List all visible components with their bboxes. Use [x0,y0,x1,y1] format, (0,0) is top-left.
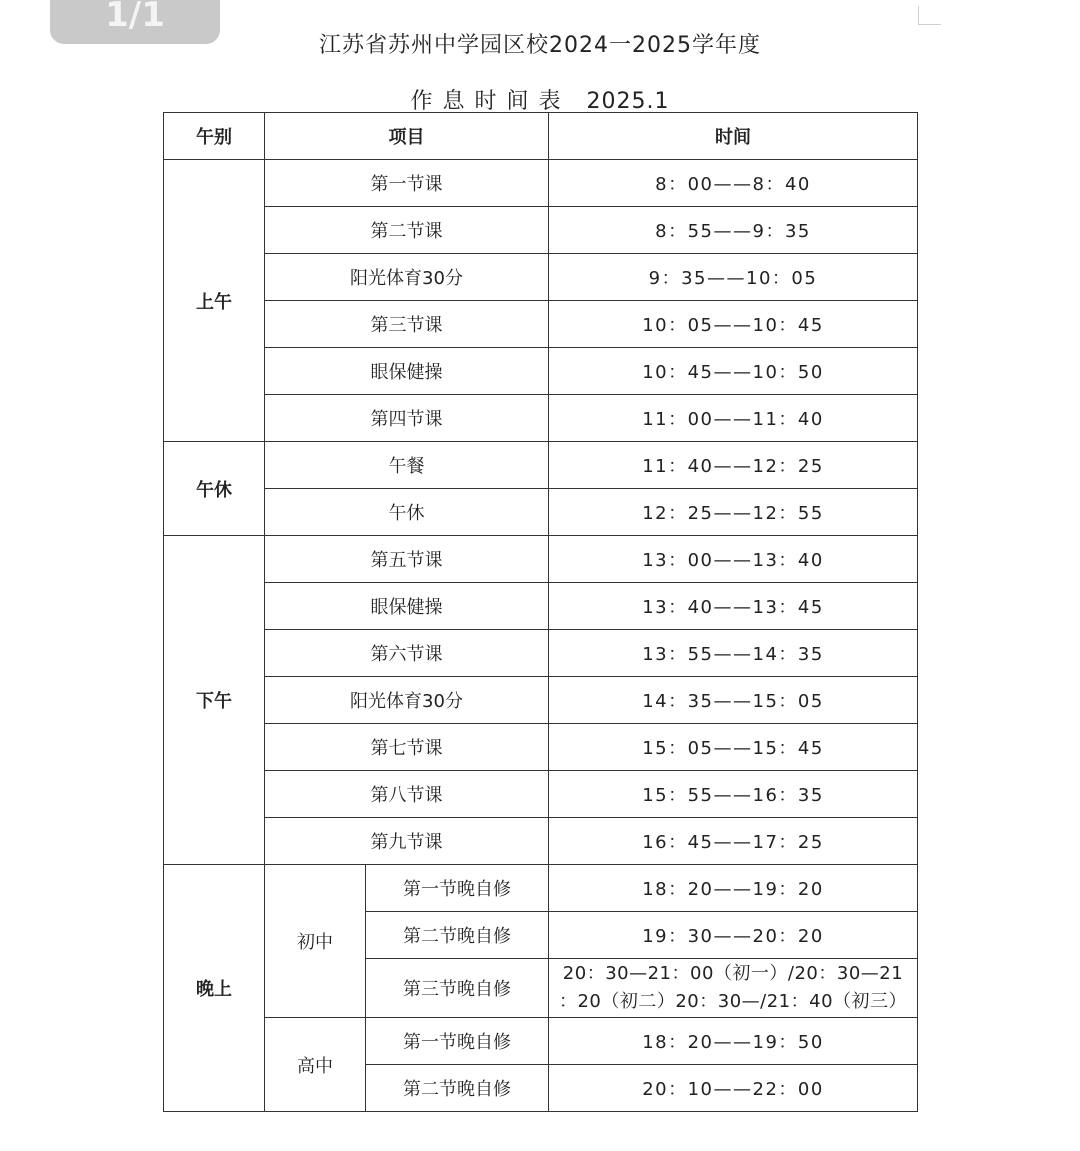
item-cell: 第二节晚自修 [366,1065,549,1112]
item-cell: 第一节晚自修 [366,1018,549,1065]
item-cell: 第七节课 [265,724,549,771]
table-row [164,395,918,442]
period-afternoon: 下午 [164,536,265,865]
table-header-row [164,113,918,160]
time-cell: 16：45——17：25 [549,818,918,865]
time-cell-multiline [549,959,918,1018]
header-time: 时间 [549,113,918,160]
time-cell: 13：40——13：45 [549,583,918,630]
table-row [164,865,918,912]
item-cell: 第八节课 [265,771,549,818]
item-cell: 第四节课 [265,395,549,442]
time-cell: 18：20——19：20 [549,865,918,912]
item-cell: 眼保健操 [265,583,549,630]
item-cell: 第一节晚自修 [366,865,549,912]
time-cell: 10：05——10：45 [549,301,918,348]
time-cell: 15：05——15：45 [549,724,918,771]
table-row [164,348,918,395]
item-cell: 第二节晚自修 [366,912,549,959]
group-senior: 高中 [265,1018,366,1112]
item-cell: 眼保健操 [265,348,549,395]
item-cell: 阳光体育30分 [265,677,549,724]
item-cell: 第九节课 [265,818,549,865]
schedule-heading: 作息时间表 [410,89,571,114]
time-cell: 13：00——13：40 [549,536,918,583]
table-row [164,583,918,630]
time-cell: 18：20——19：50 [549,1018,918,1065]
time-cell: 9：35——10：05 [549,254,918,301]
time-cell: 11：40——12：25 [549,442,918,489]
time-cell: 11：00——11：40 [549,395,918,442]
time-cell: 12：25——12：55 [549,489,918,536]
schedule-date: 2025.1 [586,89,670,114]
time-cell: 8：00——8：40 [549,160,918,207]
table-row [164,677,918,724]
item-cell: 第三节课 [265,301,549,348]
item-cell: 第二节课 [265,207,549,254]
item-cell: 第一节课 [265,160,549,207]
table-row [164,442,918,489]
table-row [164,160,918,207]
group-junior: 初中 [265,865,366,1018]
table-row [164,254,918,301]
time-cell: 8：55——9：35 [549,207,918,254]
table-row [164,1018,918,1065]
time-line: 20：30—21：00（初一）/20：30—21 [562,963,904,984]
table-row [164,771,918,818]
schedule-table [163,112,918,1112]
period-noon: 午休 [164,442,265,536]
time-cell: 13：55——14：35 [549,630,918,677]
table-row [164,207,918,254]
item-cell: 第五节课 [265,536,549,583]
time-line: ：20（初二）20：30—/21：40（初三） [558,991,908,1012]
item-cell: 第三节晚自修 [366,959,549,1018]
document-title: 江苏省苏州中学园区校2024一2025学年度 [319,33,761,58]
table-row [164,536,918,583]
table-row [164,630,918,677]
header-item: 项目 [265,113,549,160]
item-cell: 午餐 [265,442,549,489]
period-morning: 上午 [164,160,265,442]
table-row [164,301,918,348]
table-row [164,489,918,536]
item-cell: 午休 [265,489,549,536]
time-cell: 19：30——20：20 [549,912,918,959]
item-cell: 第六节课 [265,630,549,677]
time-cell: 20：10——22：00 [549,1065,918,1112]
table-row [164,724,918,771]
header-period: 午别 [164,113,265,160]
time-cell: 10：45——10：50 [549,348,918,395]
document-subtitle [0,84,1080,115]
period-evening: 晚上 [164,865,265,1112]
table-row [164,818,918,865]
time-cell: 14：35——15：05 [549,677,918,724]
time-cell: 15：55——16：35 [549,771,918,818]
corner-crop-mark [918,6,941,25]
page-indicator-badge: 1/1 [50,0,220,44]
item-cell: 阳光体育30分 [265,254,549,301]
